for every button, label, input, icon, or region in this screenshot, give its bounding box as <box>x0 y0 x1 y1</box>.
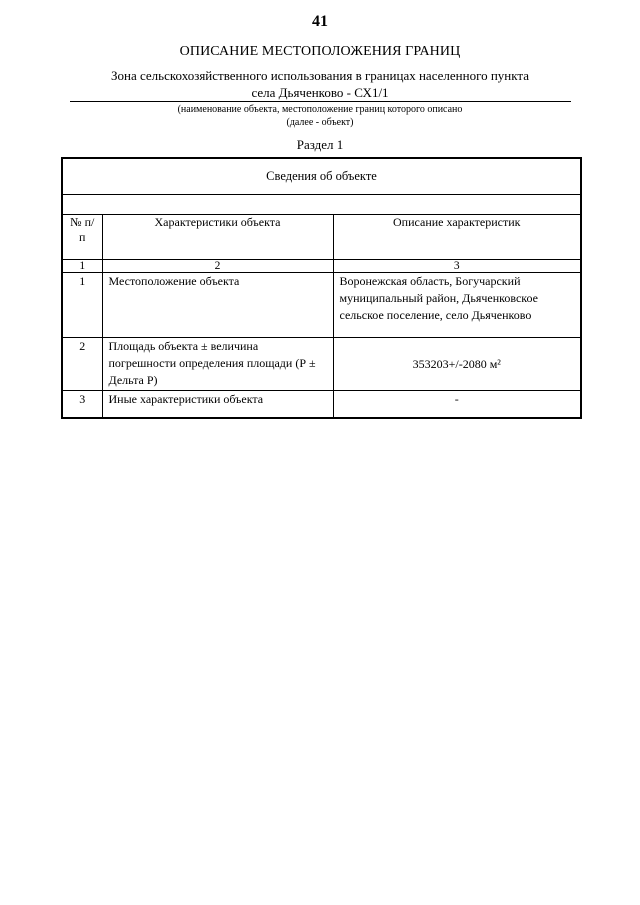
table-header: Сведения об объекте <box>62 158 581 195</box>
table-spacer <box>62 195 581 215</box>
object-note-line-2: (далее - объект) <box>286 117 354 128</box>
column-header-number: № п/п <box>62 215 102 260</box>
object-info-table <box>61 157 582 419</box>
column-header-description: Описание характеристик <box>333 215 581 260</box>
column-number-row <box>62 260 581 273</box>
row-number: 1 <box>62 273 102 338</box>
row-characteristic: Площадь объекта ± величина погрешности определения площади (Р ± Дельта Р) <box>102 338 333 391</box>
row-number: 2 <box>62 338 102 391</box>
row-number: 3 <box>62 391 102 419</box>
column-header-characteristic: Характеристики объекта <box>102 215 333 260</box>
column-number-3: 3 <box>333 260 581 273</box>
row-characteristic: Местоположение объекта <box>102 273 333 338</box>
column-number-2: 2 <box>102 260 333 273</box>
underline-rule <box>70 101 571 102</box>
object-name-line: села Дьяченково - СХ1/1 <box>251 85 389 100</box>
zone-name-line: Зона сельскохозяйственного использования в границах населенного пункта <box>110 68 529 83</box>
object-note-line-1: (наименование объекта, местоположение границ которого описано <box>177 104 463 115</box>
row-description: Воронежская область, Богучарский муниципальный район, Дьяченковское сельское поселение, село Дьяченково <box>333 273 581 338</box>
column-header-row <box>62 215 581 260</box>
row-description: - <box>333 391 581 419</box>
table-header-row <box>62 158 581 195</box>
document-title: ОПИСАНИЕ МЕСТОПОЛОЖЕНИЯ ГРАНИЦ <box>179 44 461 59</box>
row-characteristic: Иные характеристики объекта <box>102 391 333 419</box>
row-description: 353203+/-2080 м² <box>333 338 581 391</box>
page-number: 41 <box>312 13 328 30</box>
table-row <box>62 338 581 391</box>
section-title: Раздел 1 <box>296 137 344 152</box>
table-row <box>62 273 581 338</box>
column-number-1: 1 <box>62 260 102 273</box>
table-spacer-row <box>62 195 581 215</box>
table-row <box>62 391 581 419</box>
